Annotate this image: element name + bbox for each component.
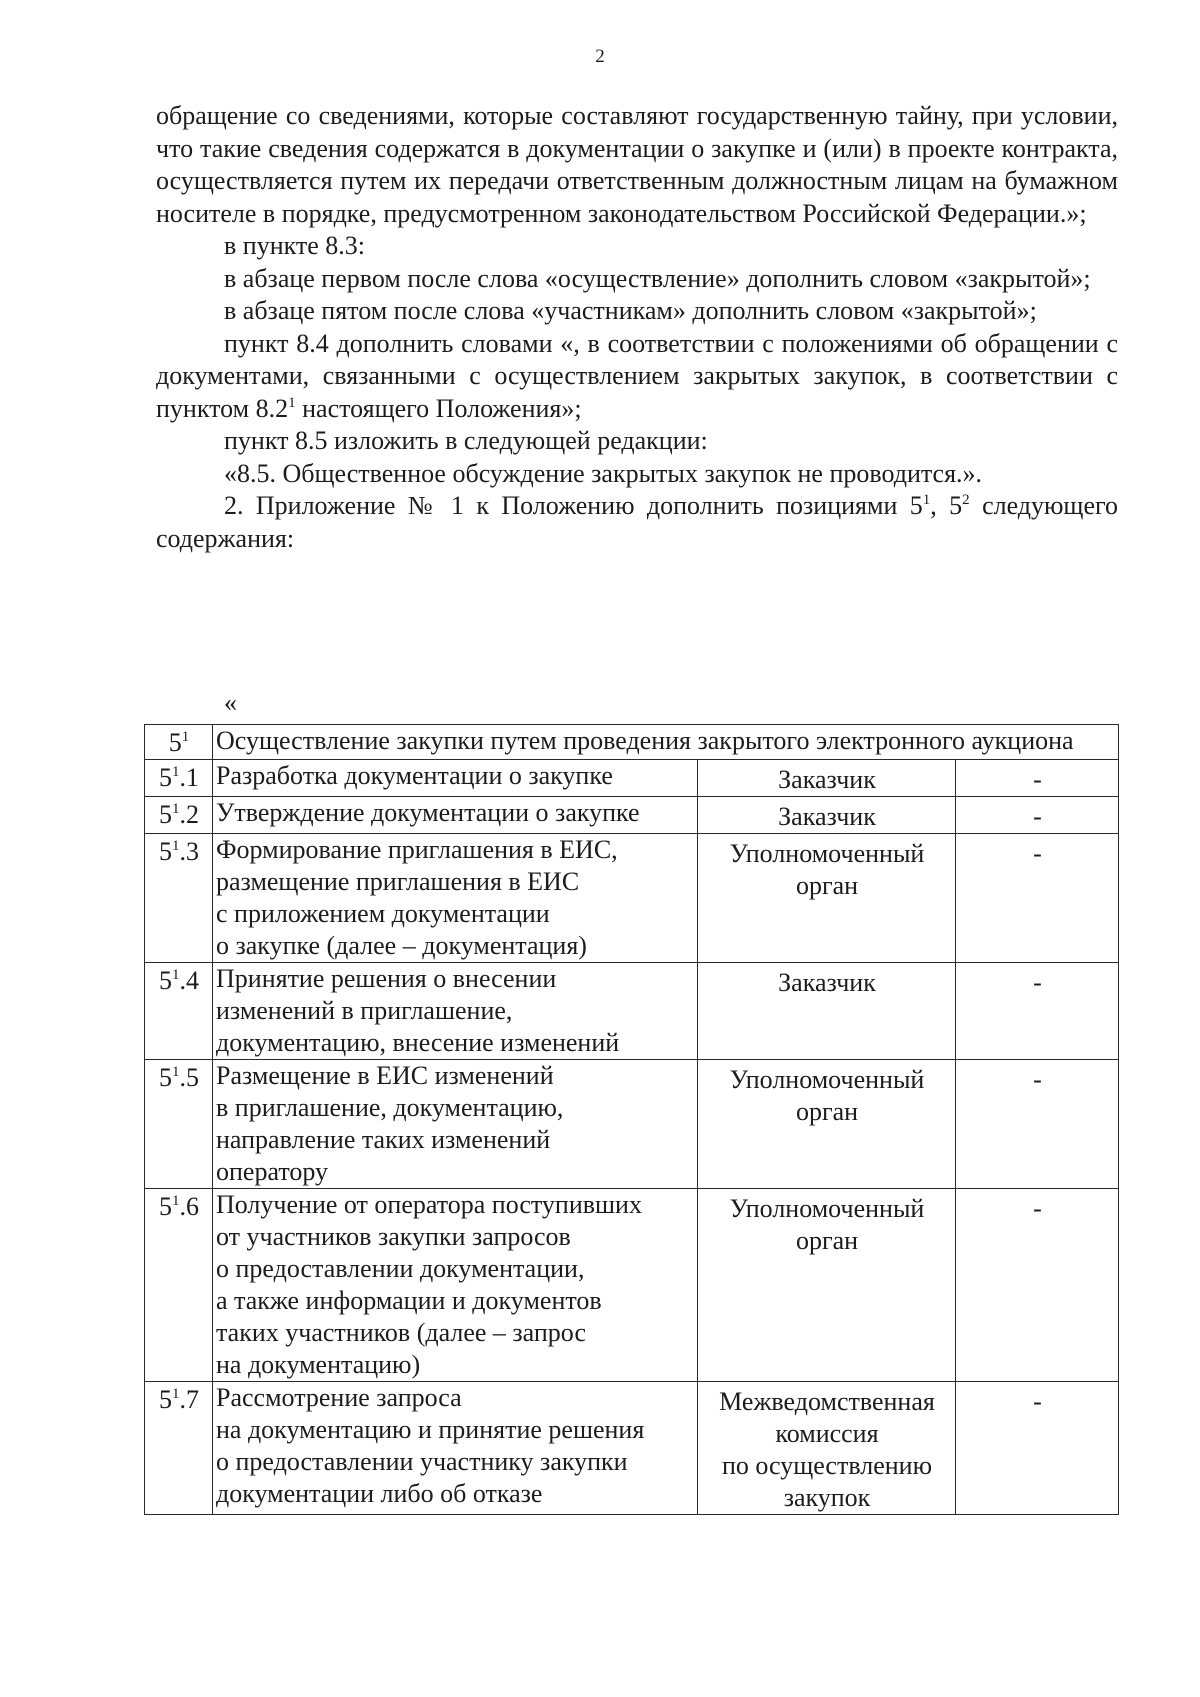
paragraph-appendix-1-comma: , 5 bbox=[930, 491, 963, 520]
responsible-cell: Уполномоченный орган bbox=[698, 1189, 956, 1382]
responsible-cell: Межведомственная комиссия по осуществлению закупок bbox=[698, 1382, 956, 1515]
position-number-suffix: .1 bbox=[179, 763, 199, 792]
action-cell: Принятие решения о внесении изменений в приглашение, документацию, внесение изменений bbox=[213, 963, 698, 1060]
action-cell: Рассмотрение запроса на документацию и принятие решения о предоставлении участнику закупки документации либо об отказе bbox=[213, 1382, 698, 1515]
position-number bbox=[145, 963, 213, 1060]
paragraph-first-abzac: в абзаце первом после слова «осуществление» дополнить словом «закрытой»; bbox=[224, 263, 1091, 293]
term-cell: - bbox=[956, 834, 1119, 963]
table-row bbox=[145, 834, 1119, 963]
responsible-cell: Уполномоченный орган bbox=[698, 834, 956, 963]
paragraph-fifth-abzac: в абзаце пятом после слова «участникам» дополнить словом «закрытой»; bbox=[224, 296, 1037, 325]
position-number-base: 5 bbox=[159, 800, 172, 829]
position-number-suffix: .2 bbox=[179, 800, 199, 829]
position-number bbox=[145, 1060, 213, 1189]
term-cell: - bbox=[956, 1060, 1119, 1189]
position-number-base: 5 bbox=[159, 966, 172, 995]
responsible-cell: Заказчик bbox=[698, 963, 956, 1060]
superscript: 1 bbox=[288, 394, 296, 411]
action-cell: Разработка документации о закупке bbox=[213, 760, 698, 797]
position-number bbox=[145, 834, 213, 963]
paragraph-item-8-5-new-text: «8.5. Общественное обсуждение закрытых закупок не проводится.». bbox=[224, 458, 983, 488]
position-number-base: 5 bbox=[168, 728, 182, 757]
position-number-suffix: .3 bbox=[179, 837, 199, 866]
table-row bbox=[145, 1189, 1119, 1382]
paragraph-appendix-1-text: 2. Приложение № 1 к Положению дополнить позициями 5 bbox=[224, 491, 923, 520]
responsible-cell: Заказчик bbox=[698, 797, 956, 834]
paragraph-item-8-5: пункт 8.5 изложить в следующей редакции: bbox=[224, 426, 708, 455]
paragraph-continuation: обращение со сведениями, которые составляют государственную тайну, при условии, что такие сведения содержатся в документации о закупке и (или) в проекте контракта, осуществляется путем их передачи ответственным должностным лицам на бумажном носителе в порядке, предусмотренном законодательством Российской Федерации.»; bbox=[156, 101, 1118, 228]
position-number-suffix: .4 bbox=[179, 966, 199, 995]
position-number-superscript: 1 bbox=[172, 1193, 180, 1209]
term-cell: - bbox=[956, 760, 1119, 797]
table-row bbox=[145, 797, 1119, 834]
opening-quote-mark: « bbox=[224, 688, 237, 717]
position-number-suffix: .5 bbox=[179, 1063, 199, 1092]
position-number-base: 5 bbox=[159, 1192, 172, 1221]
responsible-cell: Уполномоченный орган bbox=[698, 1060, 956, 1189]
paragraph-item-8-3: в пункте 8.3: bbox=[224, 231, 366, 260]
positions-table-body bbox=[145, 725, 1119, 1515]
superscript: 1 bbox=[922, 492, 931, 508]
position-number-superscript: 1 bbox=[181, 729, 190, 745]
position-number-base: 5 bbox=[159, 763, 172, 792]
positions-table bbox=[144, 724, 1119, 1515]
position-number bbox=[145, 797, 213, 834]
table-row bbox=[145, 963, 1119, 1060]
responsible-cell: Заказчик bbox=[698, 760, 956, 797]
term-cell: - bbox=[956, 1382, 1119, 1515]
position-number-superscript: 1 bbox=[172, 1064, 180, 1080]
action-cell: Размещение в ЕИС изменений в приглашение, документацию, направление таких изменений оператору bbox=[213, 1060, 698, 1189]
table-row bbox=[145, 1382, 1119, 1515]
position-number-superscript: 1 bbox=[172, 838, 180, 854]
paragraph-item-8-4-end: настоящего Положения»; bbox=[295, 393, 582, 423]
position-number-base: 5 bbox=[159, 1063, 172, 1092]
position-number-base: 5 bbox=[159, 1385, 172, 1414]
position-number-superscript: 1 bbox=[172, 801, 180, 817]
position-title: Осуществление закупки путем проведения закрытого электронного аукциона bbox=[213, 725, 1119, 760]
position-number-superscript: 1 bbox=[172, 764, 180, 780]
table-row bbox=[145, 1060, 1119, 1189]
action-cell: Получение от оператора поступивших от участников закупки запросов о предоставлении документации, а также информации и документов таких участников (далее – запрос на документацию) bbox=[213, 1189, 698, 1382]
superscript: 2 bbox=[962, 492, 970, 508]
page-number: 2 bbox=[595, 46, 605, 67]
paragraph-appendix-1-end: следующего содержания: bbox=[156, 491, 1119, 553]
term-cell: - bbox=[956, 1189, 1119, 1382]
paragraph-item-8-4 bbox=[156, 328, 1118, 426]
position-number-suffix: .7 bbox=[179, 1385, 199, 1414]
term-cell: - bbox=[956, 797, 1119, 834]
position-number bbox=[145, 1189, 213, 1382]
table-header-row bbox=[145, 725, 1119, 760]
action-cell: Формирование приглашения в ЕИС, размещение приглашения в ЕИС с приложением документации о закупке (далее – документация) bbox=[213, 834, 698, 963]
position-number bbox=[145, 1382, 213, 1515]
action-cell: Утверждение документации о закупке bbox=[213, 797, 698, 834]
document-body bbox=[156, 100, 1118, 555]
table-row bbox=[145, 760, 1119, 797]
position-number-superscript: 1 bbox=[172, 967, 180, 983]
position-number bbox=[145, 725, 213, 760]
position-number-base: 5 bbox=[159, 837, 172, 866]
term-cell: - bbox=[956, 963, 1119, 1060]
paragraph-appendix-1 bbox=[156, 490, 1118, 555]
position-number bbox=[145, 760, 213, 797]
position-number-superscript: 1 bbox=[172, 1386, 180, 1402]
position-number-suffix: .6 bbox=[179, 1192, 199, 1221]
paragraph-item-8-4-text: пункт 8.4 дополнить словами «, в соответствии с положениями об обращении с документами, связанными с осуществлением закрытых закупок, в соответствии с пунктом 8.2 bbox=[156, 328, 1118, 423]
